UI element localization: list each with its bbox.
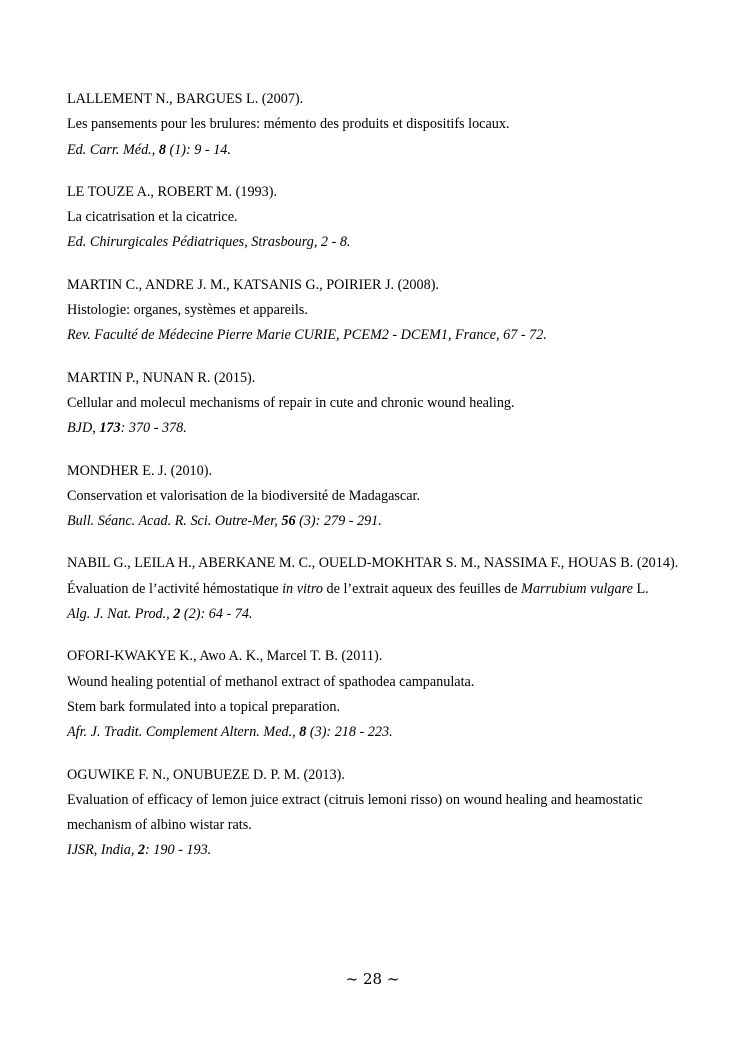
- reference-authors: MONDHER E. J. (2010).: [67, 462, 213, 479]
- reference-authors: MARTIN P., NUNAN R. (2015).: [67, 369, 256, 386]
- reference-source: Alg. J. Nat. Prod., 2 (2): 64 - 74.: [67, 606, 253, 623]
- reference-source: Afr. J. Tradit. Complement Altern. Med., 8 (3): 218 - 223.: [67, 724, 393, 741]
- reference-authors: NABIL G., LEILA H., ABERKANE M. C., OUELD-MOKHTAR S. M., NASSIMA F., HOUAS B. (2014).: [67, 555, 679, 572]
- reference-entry: [67, 366, 682, 442]
- reference-volume: 56: [281, 513, 296, 530]
- reference-authors: LALLEMENT N., BARGUES L. (2007).: [67, 91, 304, 107]
- reference-title: Evaluation of efficacy of lemon juice extract (citruis lemoni risso) on wound healing and heamostatic mechanism of albino wistar rats.: [67, 791, 643, 834]
- reference-source: IJSR, India, 2: 190 - 193.: [67, 842, 212, 859]
- reference-volume: 8: [158, 141, 166, 158]
- reference-volume: 2: [137, 842, 146, 859]
- reference-entry: [67, 87, 682, 163]
- reference-entry: [67, 459, 682, 535]
- reference-title: La cicatrisation et la cicatrice.: [67, 209, 238, 226]
- reference-title: Wound healing potential of methanol extract of spathodea campanulata.: [67, 673, 475, 690]
- reference-entry: [67, 763, 682, 864]
- reference-source: Bull. Séanc. Acad. R. Sci. Outre-Mer, 56 (3): 279 - 291.: [67, 513, 382, 530]
- italic-term: in vitro: [282, 580, 323, 597]
- reference-authors: LE TOUZE A., ROBERT M. (1993).: [67, 183, 277, 200]
- reference-entry: [67, 273, 682, 349]
- reference-volume: 2: [173, 606, 181, 623]
- reference-source: Rev. Faculté de Médecine Pierre Marie CURIE, PCEM2 - DCEM1, France, 67 - 72.: [67, 327, 547, 344]
- reference-title: Conservation et valorisation de la biodiversité de Madagascar.: [67, 487, 421, 504]
- reference-title: Évaluation de l’activité hémostatique in vitro de l’extrait aqueux des feuilles de Marrubium vulgare L.: [67, 580, 649, 597]
- page-number: ~ 28 ~: [345, 970, 400, 988]
- reference-title-continuation: Stem bark formulated into a topical preparation.: [67, 698, 341, 715]
- species-name: Marrubium vulgare: [521, 580, 633, 597]
- reference-source: Ed. Chirurgicales Pédiatriques, Strasbourg, 2 - 8.: [67, 234, 351, 251]
- reference-entry: [67, 644, 682, 745]
- reference-source: Ed. Carr. Méd., 8 (1): 9 - 14.: [67, 141, 231, 158]
- reference-source: BJD, 173: 370 - 378.: [67, 420, 187, 437]
- reference-volume: 173: [99, 420, 121, 437]
- reference-volume: 8: [299, 724, 307, 741]
- reference-authors: OFORI-KWAKYE K., Awo A. K., Marcel T. B. (2011).: [67, 648, 383, 665]
- reference-list: [67, 87, 682, 881]
- reference-title: Les pansements pour les brulures: mémento des produits et dispositifs locaux.: [67, 116, 510, 133]
- reference-authors: OGUWIKE F. N., ONUBUEZE D. P. M. (2013).: [67, 766, 345, 783]
- reference-authors: MARTIN C., ANDRE J. M., KATSANIS G., POIRIER J. (2008).: [67, 276, 439, 293]
- reference-entry: [67, 180, 682, 256]
- reference-entry: [67, 551, 682, 627]
- reference-title: Histologie: organes, systèmes et appareils.: [67, 302, 308, 319]
- reference-title: Cellular and molecul mechanisms of repair in cute and chronic wound healing.: [67, 394, 515, 411]
